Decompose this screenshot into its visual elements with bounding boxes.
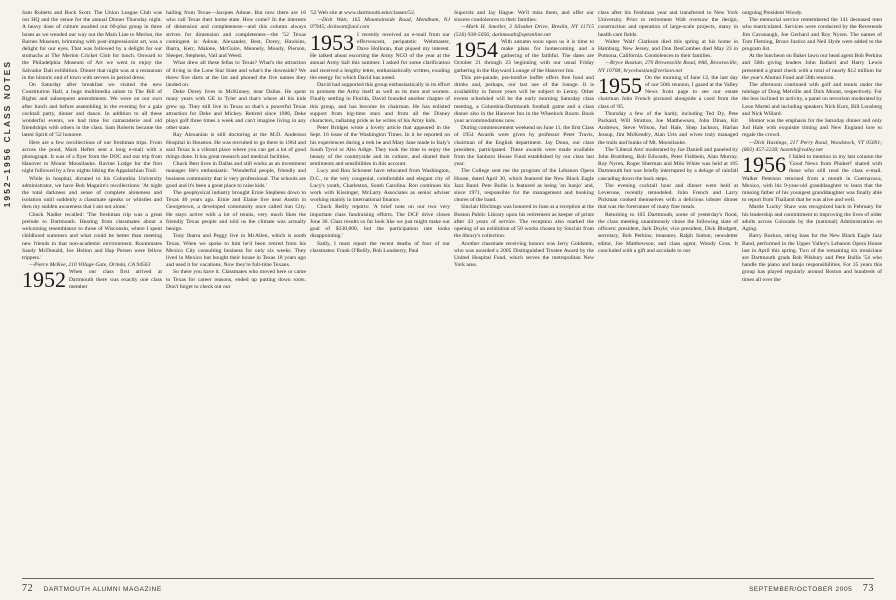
paragraph: Returning to 105 Dartmouth, some of yesterday's flood, the class meeting unanimously chose the following slate of officers: president, Jack Doyle; vice president, Dick Blodgett, secretary, Bob Perkins; treasurer, Ralph Sutton; newsletter editor, Joe Matthewson; and class agent, Woody Goss. It concluded with a gift and accolade to our <box>598 211 738 254</box>
paragraph: class after his freshman year and transferred to New York University. Prior to retirement Walt oversaw the design, construction and operation of large-scale projects, many in health care fields. <box>598 10 738 38</box>
paragraph: The geophysical industry brought Ernie Stephens down to Texas 40 years ago. Ernie and Elaine live near Austin in Georgetown, a developed community once called Sun City. He stays active with a lot of tennis, very much likes the friendly Texas people and told us the climate was actually benign. <box>166 190 306 233</box>
paragraph: Walter 'Walt' Clarkson died this spring at his home in Hamburg, New Jersey, and Don DesCombes died May 23 in Pomona, California. Condolences to their families. <box>598 38 738 60</box>
column-6 <box>742 10 882 570</box>
year-heading: 1955 <box>598 72 642 98</box>
year-section <box>22 269 162 291</box>
paragraph: Here are a few recollections of our freshman trips. From across the pond, Mark Hefter sent a long e-mail with a photograph. It was of a flyer from the DOC and our trip from Hanover to Mount Moosilauke. Ravine Lodge for the first night followed by a few nights hiking the Appalachian Trail. <box>22 139 162 175</box>
paragraph: On Saturday after breakfast we visited the new Constitution Hall, a huge multimedia salute to The Bill of Rights and subsequent amendments. We were on our own after lunch and before assembling in the evening for a gala cocktail party, dinner and dance. In addition to all these wonderful events, we had time for camaraderie and old friendships with others in the class. Sam Roberts became the latest Spirit of '52 honoree. <box>22 82 162 139</box>
signature: —Dick Watt, 165 Mountainside Road, Mendham, NJ 07945; dickwatt@aol.com <box>310 17 450 31</box>
right-running-title: SEPTEMBER/OCTOBER 2005 <box>749 586 853 593</box>
sidebar-label: 1952–1956 CLASS NOTES <box>2 60 12 208</box>
paragraph: I recently received an e-mail from our effervescent, peripatetic Webmaster, Dave Holloran, that piqued my interest. He talked about escorting the Army NCO of the year at the annual Army ball this summer. I asked for some clarification and received a lengthy letter, enthusiastically written, exuding the energy for which David has noted. <box>310 31 450 81</box>
paragraph: Deke Dorey lives in McKinney, near Dallas. He spent many years with GE in Tyler and that's where all his kids grew up. They still live in Texas so that's a powerful Texas attraction for Deke and Mickey. Retired since 1986, Deke plays golf three times a week and can't imagine living in any other state. <box>166 89 306 132</box>
paragraph: On the morning of June 12, the last day of our 50th reunion, I gazed at the Valley News front page to see our estate chairman John French pictured alongside a coed from the class of '05. <box>598 74 738 110</box>
paragraph: Sadly, I must report the recent deaths of four of our classmates: Frank O'Reilly, Bob Lonsberry, Paul <box>310 240 450 254</box>
paragraph: This pre-parade, pre-bonfire buffet offers free food and drinks and, perhaps, our last use of the lounge. It is availability in future years will be subject to Lenny. Other events scheduled will be the early morning Saturday class meeting, a Columbia-Dartmouth football game and a class dinner also in the Hanover Inn in the Wheelock Room. Book your accommodations now. <box>454 74 594 125</box>
year-heading: 1953 <box>310 29 354 55</box>
paragraph: The 'Liberal Arts' moderated by Joe Daniell and paneled by John Bramberg, Bob Edwards, Peter Fishbein, Alan Murray, Roy Nyren, Roger Sherman and Milo White was held at 105 Dartmouth but was briefly interrupted by a deluge of rainfall cascading down the back steps. <box>598 146 738 182</box>
year-section <box>742 154 882 204</box>
footer-right <box>749 583 874 594</box>
paragraph: What drew all these fellas to Texas? What's the attraction of living in the Lone Star State and what's the downside? We threw five darts at the list and phoned the five names they landed on. <box>166 60 306 89</box>
paragraph: Lucy and Ron Schroeer have relocated from Washington, D.C., to the very congenial, comfortable and elegant city of Lucy's youth, Charleston, South Carolina. Ron continues his work with Kissinger, McLarty Associates as senior adviser working mainly in international finance. <box>310 168 450 204</box>
paragraph: The evening cocktail hour and dinner were held at Leverone, recently remodeled. John French and Larry Pickman cooked themselves with a delicious lobster dinner that was the forerunner of many fine meals. <box>598 182 738 211</box>
paragraph: David had supported this group enthusiastically in its effort to promote the Army itself as well as its men and women. Finally settling in Florida, David founded another chapter of this group, and has become its chairman. He has enlisted support from big-time stars and from all the Disney characters, radiating pride as he writes of his Army kids. <box>310 82 450 125</box>
paragraph: At the luncheon on Baker lawn our head agent Bob Perkins and 50th giving leaders John Ballard and Harry Lewis presented a grand check with a total of nearly $12 million for the year's Alumni Fund and 50th reunion. <box>742 53 882 81</box>
paragraph: During commencement weekend on June 11, the first Class of 1954 Awards were given by professor Peter Travis, chairman of the English department. Jay Dunn, our class president, participated. These awards were made available from the Sanborn House Fund established by our class last year. <box>454 125 594 168</box>
signature: —Mark H. Smoller, 3 Silvabet Drive, Breslin, NY 11715 (516) 938-5056; darkmouth@optonline.net <box>454 24 594 38</box>
paragraph: Chuck Reilly reports: 'A brief note on our two very important class fundraising efforts. The DCF drive closes June 30. Class results so far look like we just might make our goal of $330,000, but the participation rate looks disappointing.' <box>310 204 450 240</box>
paragraph: Sam Roberts and Buck Scott. The Union League Club was our HQ and the venue for the annual Dinner Thursday night. A heavy dose of culture awaited our 60-plus group in three buses as we wended our way out the Main Line to Merion, the Barnes Museum, brimming with post-impressionist art, was a delight for our eyes. That was followed by a delight for our stomachs at The Merion Cricket Club for lunch. Onward to the Philadelphia Museum of Art we went to enjoy the Salvador Dali exhibition. Dinner that night was at a restaurant in the historic end of town with servers in period dress. <box>22 10 162 81</box>
signature: —Dick Hastings, 217 Perry Road, Woodstock, VT 05091; (802) 457-2228; hastmh@valley.net <box>742 139 882 153</box>
paragraph: hailing from Texas—Jacques Adoue. But now there are 16 who call Texas their home state. How come? In the interests of dimension and completeness—and this column always strives for dimension and completeness—the '52 Texas contingent is: Adoue, Alexander, Best, Dorey, Hawkins, Ibarra, Kerr, Malone, McGuire, Mennely, Moody, Pierson, Sleeper, Stephens, Vail and Weed. <box>166 10 306 60</box>
paragraph: While in hospital, dictated to his Columbia University administrator, we have Bob Maguire's recollections: 'At night the total darkness and sense of complete aloneness and isolation until suddenly a classmate speaks or whistles and then my sudden awareness that I am not alone.' <box>22 175 162 211</box>
right-page-number: 73 <box>862 583 874 594</box>
year-heading: 1952 <box>22 267 66 293</box>
year-heading: 1956 <box>742 152 786 178</box>
signature: —Pierce McKee, 210 Village Gate, Orinda, CA 94563 <box>29 262 151 269</box>
signature: —Bryce Bastian, 270 Brownsville Road, #A6, Brownsville, NY 10708; brycebastian@verizon.net <box>598 60 738 74</box>
class-notes-sidebar <box>0 0 18 600</box>
paragraph: Supovitz and Jay Hague. We'll miss them, and offer our sincere condolences to their families. <box>454 10 594 24</box>
left-running-title: DARTMOUTH ALUMNI MAGAZINE <box>43 586 162 593</box>
paragraph: Chuck Best lives in Dallas and still works as an investment manager. He's enthusiastic. 'Wonderful people, friendly and business community that is very professional. The schools are good and it's been a great place to raise kids.' <box>166 161 306 189</box>
paragraph: Chuck Nadler recalled: 'The freshman trip was a great prelude to Dartmouth. Hearing from classmates about a welcoming resemblance to those of Wisconsin, where I spent childhood summers and what could be better than meeting new friends in that non-academic environment. Roommates Sandy McDonald, Joe Holton and Hap Persen were fellow trippers.' <box>22 211 162 261</box>
paragraph: outgoing President Woody. <box>742 10 803 16</box>
paragraph: Sinclair Hitchings was honored in June at a reception at the Boston Public Library upon his retirement as keeper of prints after 43 years of service. The reception also marked the opening of an exhibition of 50 works chosen by Sinclair from the library's collection. <box>454 204 594 240</box>
footer-rule <box>22 578 874 579</box>
column-2 <box>166 10 306 570</box>
column-1 <box>22 10 162 570</box>
year-section <box>310 29 450 82</box>
paragraph: The College sent me the program of the Lebanon Opera House, dated April 30, which featured the New Black Eagle Jazz Band. Pete Bullis is featured as being 'on banjo' and, since 1971, responsible for the management and booking chores of the band. <box>454 168 594 204</box>
column-3 <box>310 10 450 570</box>
paragraph: Tony Ibarra and Peggy live in McAllen, which is south Texas. When we spoke to him he'd been retired from his Mexico City consulting business for only six weeks. They lived in Mexico but bought their house in Texas 18 years ago and used it for vacations. Now they're full-time Texans. <box>166 233 306 269</box>
paragraph: Another classmate receiving honors was Jerry Goldstein, who was awarded a 2005 Distinguished Trustee Award by the United Hospital Fund, which serves the metropolitan New York area. <box>454 240 594 269</box>
paragraph: I failed to mention in my last column the 'Good News from Phuket!' shared with those who still read the class e-mail. Walker Peterson returned from a month in Cuernavaca, Mexico, with his 9-year-old granddaughter to learn that the missing father of his youngest granddaughter was finally able to report from Thailand that he was alive and well. <box>742 154 882 204</box>
paragraph: Martie 'Lucky' Shaw was recognized back in February for his leadership and commitment to improving the lives of older adults across Colorado by the (national) Administration on Aging. <box>742 204 882 233</box>
paragraph: The memorial service remembered the 141 deceased men who matriculated. Services were conducted by the Reverends Jim Cavanaugh, Joe Gerhard and Roy Nyren. The names of Tom Fleming, Bruce Justice and Neil Hyde were added to the program list. <box>742 17 882 53</box>
paragraph: Humor was the emphasis for the Saturday dinner and only Jud Hale with exquisite timing and New England lore to regale the crowd. <box>742 118 882 139</box>
paragraph: '52 Web site at www.dartmouth.edu/classes/52. <box>310 10 416 16</box>
page-footer <box>0 578 896 596</box>
paragraph: Thursday a few of the hardy, including Ted Dy, Pete Packard, Will Stratton, Joe Matthewson, John Dinan, Kit Andrews, Steve Wilson, Jud Hale, Shep Jackson, Harlan Jessup, Jim McKendry, Alan Urts and wives truly managed the trails and hunks of Mt. Moosilauke. <box>598 110 738 146</box>
paragraph: Barry Bockus, string bass for the New Black Eagle Jazz Band, performed in the Upper Valley's Lebanon Opera House last in April this spring. Two of the remaining six musicians are Dartmouth grads Bob Pilsbury and Pete Bullis '54 who handle the piano and banjo responsibilities. For 35 years this group has played regularly around Boston and hundreds of times all over the <box>742 233 882 283</box>
paragraph: So there you have it. Classmates who moved here or came to Texas for career reasons, ended up putting down roots. Don't forget to check out our <box>166 269 306 290</box>
column-4 <box>454 10 594 570</box>
paragraph: With autumn soon upon us it is time to make plans for homecoming and a gathering of the faithful. The dates are October 21 through 23 beginning with our usual Friday gathering in the Hayward Lounge of the Hanover Inn. <box>454 38 594 74</box>
year-section <box>454 36 594 75</box>
year-section <box>598 72 738 111</box>
paragraph: Peter Bridges wrote a lovely article that appeared in the Sept. 16 issue of the Washington Times. In it he reported on his experiences during a trek he and Mary Jane made to Italy's South Tyrol or Alto Adige. They took the time to enjoy the beauty of the countryside and its culture, and shared their sentiments and sensibilities in this account. <box>310 125 450 168</box>
paragraph: The afternoon continued with golf and tennis under the tutelage of Doug Melville and Dick Mount, respectively. For the less inclined to activity, a panel on terrorism moderated by Leon Martel and including speakers Nick Kurz, Bill Lonsberg and Nick Willard. <box>742 82 882 117</box>
column-5 <box>598 10 738 570</box>
footer-left <box>22 583 162 594</box>
paragraph: When our class first arrived at Dartmouth there was exactly one class member <box>69 269 162 290</box>
left-page-number: 72 <box>22 583 34 594</box>
paragraph: Ray Alexanian is still doctoring at the M.D. Anderson Hospital in Houston. He was recruited to go there in 1964 and said Texas is a vibrant place where you can get a lot of good things done. It has great research and medical facilities. <box>166 132 306 161</box>
year-heading: 1954 <box>454 36 498 62</box>
